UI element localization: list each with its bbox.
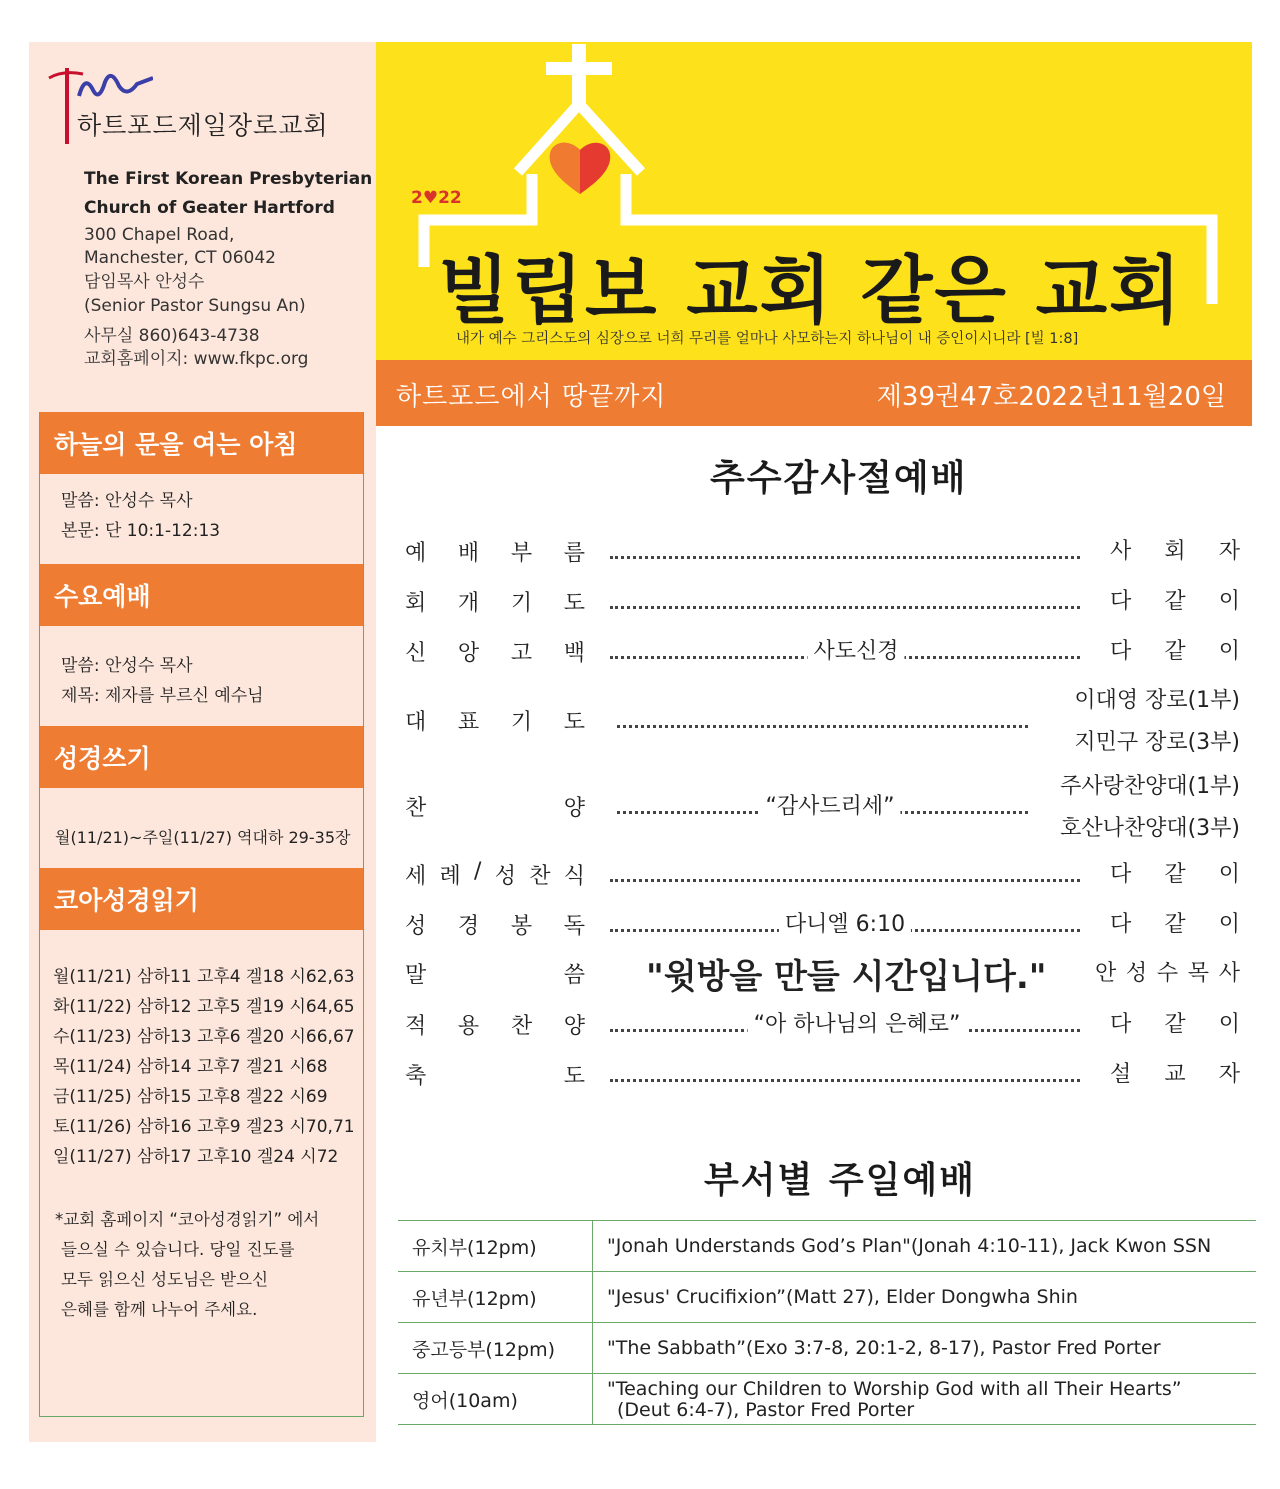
dot-leader [610, 606, 1080, 609]
service-item-label-char: 경 [457, 914, 480, 939]
service-item-leader-char: 목 [1187, 961, 1210, 986]
service-item-leader [1110, 1057, 1240, 1088]
service-item-leader [1095, 956, 1240, 987]
pastor-korean: 담임목사 안성수 [84, 272, 205, 292]
table-row [398, 1221, 1256, 1272]
service-item-leader: 주사랑찬양대(1부) [1060, 774, 1240, 799]
service-item-label [405, 909, 585, 940]
service-item-leader-char: 이 [1218, 912, 1240, 937]
sermon-description: "The Sabbath”(Exo 3:7-8, 20:1-2, 8-17), Pastor Fred Porter [607, 1337, 1161, 1359]
department-services-title: 부서별 주일예배 [704, 1160, 976, 1201]
service-item-leader-char: 같 [1164, 589, 1186, 614]
service-item-label [405, 859, 585, 890]
service-item-leader-char: 성 [1125, 961, 1148, 986]
service-item-leader-char: 다 [1110, 1012, 1132, 1037]
reading-day-sat: 토(11/26) 삼하16 고후9 겔23 시70,71 [53, 1117, 355, 1137]
service-item-label-char: 식 [563, 864, 585, 889]
bible-copying-heading: 성경쓰기 [40, 726, 363, 788]
dot-leader [610, 556, 1080, 559]
service-item-leader-char: 이 [1218, 1012, 1240, 1037]
service-item-label-char: 찬 [529, 864, 551, 889]
service-item-label-char: 름 [563, 541, 585, 566]
service-item-label-char: 백 [563, 641, 585, 666]
service-item-label-char: 도 [563, 710, 585, 735]
morning-preacher: 말씀: 안성수 목사 [61, 491, 193, 511]
department-sermon [593, 1374, 1257, 1425]
wednesday-sermon-title: 제목: 제자를 부르신 예수님 [61, 686, 264, 706]
service-item-label-char: 용 [457, 1014, 480, 1039]
service-item-label-char: 말 [405, 963, 427, 988]
service-item-label [405, 958, 585, 989]
service-item-label [405, 536, 585, 567]
service-item-detail: 사도신경 [807, 634, 904, 665]
service-item-leader-char: 자 [1218, 539, 1240, 564]
table-row [398, 1272, 1256, 1323]
service-item-label-char: 례 [439, 864, 461, 889]
service-item-label-char: 적 [405, 1014, 427, 1039]
service-item-leader: 호산나찬양대(3부) [1060, 816, 1240, 841]
service-item-leader [1110, 584, 1240, 615]
department-sermon [593, 1323, 1257, 1374]
service-item-label [405, 705, 585, 736]
service-item-leader-char: 같 [1164, 639, 1186, 664]
service-item-leader-char: 수 [1156, 961, 1179, 986]
service-item-label-char: 도 [563, 1064, 585, 1089]
service-item-label-char: 배 [457, 541, 480, 566]
service-item-detail: 다니엘 6:10 [779, 907, 911, 938]
service-item-leader [1110, 634, 1240, 665]
service-item-leader-char: 같 [1164, 1012, 1186, 1037]
service-item-leader-char: 이 [1218, 639, 1240, 664]
bible-copying-range: 월(11/21)~주일(11/27) 역대하 29-35장 [55, 828, 351, 847]
service-item-label-char: 세 [405, 864, 427, 889]
address-line2: Manchester, CT 06042 [84, 248, 276, 268]
sidebar [29, 42, 376, 1442]
service-item-label-char: 앙 [457, 641, 480, 666]
service-item-label-char: 양 [563, 796, 585, 821]
service-item-label-char: 고 [510, 641, 533, 666]
service-item-label-char: 도 [563, 591, 585, 616]
reading-note-line3: 모두 읽으신 성도님은 받으신 [61, 1270, 269, 1289]
service-item-leader-char: 이 [1218, 862, 1240, 887]
service-item-leader-char: 사 [1110, 539, 1132, 564]
department-name: 유년부(12pm) [398, 1272, 593, 1323]
sermon-description: "Jesus' Crucifixion”(Matt 27), Elder Dongwha Shin [607, 1286, 1078, 1308]
service-item-leader-char: 사 [1218, 961, 1240, 986]
header-bar [376, 360, 1252, 426]
service-item-leader-char: 다 [1110, 589, 1132, 614]
reading-day-fri: 금(11/25) 삼하15 고후8 겔22 시69 [53, 1087, 328, 1107]
service-item-label-char: 회 [405, 591, 427, 616]
service-item-label-char: 양 [563, 1014, 585, 1039]
service-item-label-char: 성 [494, 864, 516, 889]
service-item-leader [1110, 534, 1240, 565]
service-item-leader [1110, 857, 1240, 888]
service-item-leader-char: 같 [1164, 862, 1186, 887]
homepage-link[interactable]: 교회홈페이지: www.fkpc.org [84, 349, 309, 369]
morning-prayer-heading: 하늘의 문을 여는 아침 [40, 412, 363, 474]
department-sermon [593, 1221, 1257, 1272]
service-item-leader-char: 다 [1110, 862, 1132, 887]
reading-day-tue: 화(11/22) 삼하12 고후5 겔19 시64,65 [53, 997, 355, 1017]
dot-leader [610, 1079, 1080, 1082]
service-item-detail: “감사드리세” [759, 789, 900, 820]
morning-scripture: 본문: 단 10:1-12:13 [61, 521, 221, 541]
church-slogan: 하트포드에서 땅끝까지 [396, 382, 667, 412]
service-item-label [405, 1009, 585, 1040]
church-name-english-line1: The First Korean Presbyterian [84, 169, 373, 189]
service-item-label-char: 봉 [510, 914, 533, 939]
service-item-label-char: 대 [405, 710, 427, 735]
department-name: 영어(10am) [398, 1374, 593, 1425]
reading-note-line2: 들으실 수 있습니다. 당일 진도를 [61, 1240, 295, 1259]
reading-note-line1: *교회 홈페이지 “코아성경읽기” 에서 [55, 1210, 320, 1229]
service-item-label-char: 독 [563, 914, 585, 939]
service-item-label-char: 성 [405, 914, 427, 939]
service-item-label-char: 개 [457, 591, 480, 616]
service-item-leader-char: 이 [1218, 589, 1240, 614]
sermon-title: "윗방을 만들 시간입니다." [640, 949, 1052, 998]
service-item-leader: 이대영 장로(1부) [1074, 688, 1240, 713]
banner [376, 42, 1252, 360]
service-item-label-char: / [474, 859, 482, 884]
service-item-leader [1110, 907, 1240, 938]
department-services-table [398, 1220, 1256, 1425]
service-item-label [405, 1059, 585, 1090]
service-item-leader-char: 자 [1218, 1062, 1240, 1087]
service-item-label-char: 기 [510, 710, 533, 735]
reading-day-wed: 수(11/23) 삼하13 고후6 겔20 시66,67 [53, 1027, 355, 1047]
service-item-label-char: 신 [405, 641, 427, 666]
service-item-leader-char: 같 [1164, 912, 1186, 937]
service-item-label-char: 예 [405, 541, 427, 566]
sermon-description: "Jonah Understands God’s Plan"(Jonah 4:10-11), Jack Kwon SSN [607, 1235, 1212, 1257]
reading-day-sun: 일(11/27) 삼하17 고후10 겔24 시72 [53, 1147, 339, 1167]
wednesday-preacher: 말씀: 안성수 목사 [61, 656, 193, 676]
table-row [398, 1323, 1256, 1374]
issue-number-date: 제39권47호2022년11월20일 [876, 382, 1226, 412]
banner-title: 빌립보 교회 같은 교회 [438, 248, 1183, 334]
service-item-leader-char: 회 [1164, 539, 1186, 564]
service-item-leader-char: 설 [1110, 1062, 1132, 1087]
service-item-leader-char: 교 [1164, 1062, 1186, 1087]
reading-day-thu: 목(11/24) 삼하14 고후7 겔21 시68 [53, 1057, 328, 1077]
table-row [398, 1374, 1256, 1425]
wednesday-service-heading: 수요예배 [40, 564, 363, 626]
year-label: 2♥22 [411, 188, 462, 208]
service-item-label-char: 부 [510, 541, 533, 566]
service-item-label-char: 찬 [405, 796, 427, 821]
department-name: 중고등부(12pm) [398, 1323, 593, 1374]
department-sermon [593, 1272, 1257, 1323]
sermon-description-line2: (Deut 6:4-7), Pastor Fred Porter [617, 1399, 915, 1421]
service-item-label-char: 찬 [510, 1014, 533, 1039]
dot-leader [617, 725, 1028, 728]
bible-reading-heading: 코아성경읽기 [40, 868, 363, 930]
service-item-detail: “아 하나님의 은혜로” [748, 1007, 967, 1038]
sermon-description: "Teaching our Children to Worship God with all Their Hearts” [607, 1378, 1182, 1400]
reading-day-mon: 월(11/21) 삼하11 고후4 겔18 시62,63 [53, 967, 355, 987]
department-name: 유치부(12pm) [398, 1221, 593, 1272]
church-name-korean: 하트포드제일장로교회 [77, 111, 329, 140]
service-item-leader [1110, 1007, 1240, 1038]
banner-verse: 내가 예수 그리스도의 심장으로 너희 무리를 얼마나 사모하는지 하나님이 내 증인이시니라 [빌 1:8] [456, 331, 1079, 347]
service-item-label-char: 기 [510, 591, 533, 616]
office-phone: 사무실 860)643-4738 [84, 326, 260, 346]
service-item-label [405, 586, 585, 617]
reading-note-line4: 은혜를 함께 나누어 주세요. [61, 1300, 258, 1319]
address-line1: 300 Chapel Road, [84, 225, 235, 245]
service-item-label [405, 636, 585, 667]
service-item-leader-char: 다 [1110, 639, 1132, 664]
service-item-leader-char: 안 [1095, 961, 1117, 986]
service-title: 추수감사절예배 [710, 458, 968, 499]
dot-leader [610, 879, 1080, 882]
service-item-leader-char: 다 [1110, 912, 1132, 937]
service-item-label [405, 791, 585, 822]
pastor-english: (Senior Pastor Sungsu An) [84, 296, 306, 316]
service-item-label-char: 축 [405, 1064, 427, 1089]
church-name-english-line2: Church of Geater Hartford [84, 198, 335, 218]
service-item-label-char: 씀 [563, 963, 585, 988]
service-item-label-char: 표 [457, 710, 480, 735]
service-item-leader: 지민구 장로(3부) [1074, 730, 1240, 755]
